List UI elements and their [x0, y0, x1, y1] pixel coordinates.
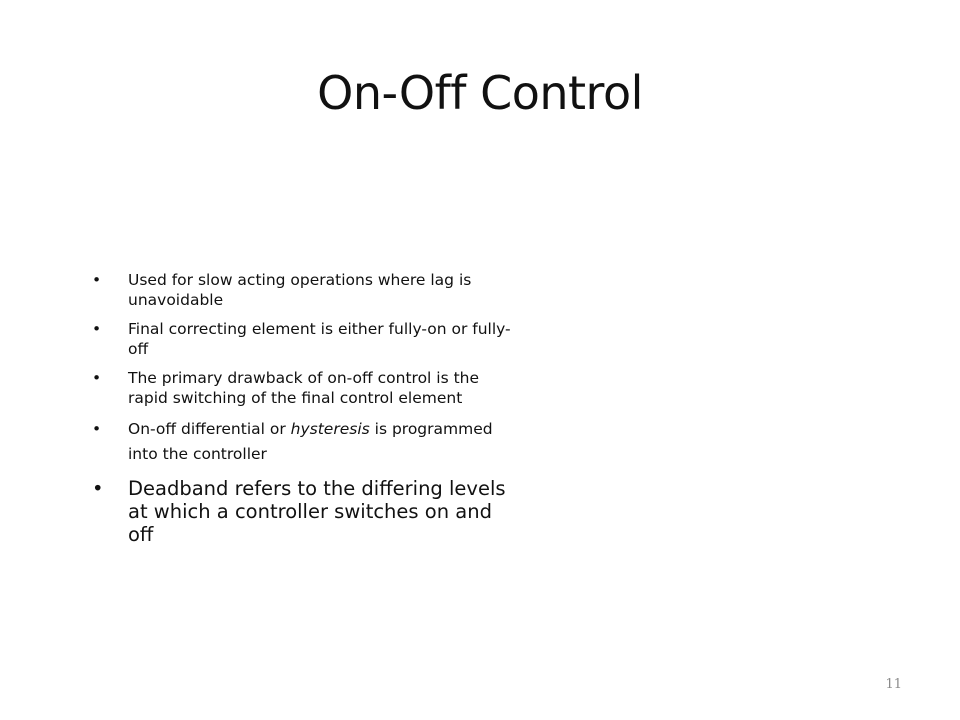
bullet-text: Deadband refers to the differing levels at which a controller switches on and off	[128, 477, 506, 546]
bullet-text: The primary drawback of on-off control is the rapid switching of the final control element	[128, 369, 480, 407]
bullet-item-final-correcting	[92, 319, 522, 359]
bullet-item-slow-acting	[92, 270, 522, 310]
slide-title: On-Off Control	[317, 66, 643, 120]
bullet-dot-icon: •	[92, 477, 104, 500]
page-number: 11	[885, 677, 902, 692]
bullet-list	[92, 270, 522, 546]
bullet-item-primary-drawback	[92, 368, 522, 408]
bullet-item-deadband	[92, 477, 522, 546]
bullet-dot-icon: •	[92, 271, 102, 289]
bullet-item-hysteresis	[92, 417, 522, 467]
bullet-dot-icon: •	[92, 420, 102, 438]
bullet-text-part: is programmed into the controller	[128, 420, 493, 463]
bullet-text-part: On-off differential or	[128, 420, 291, 438]
bullet-dot-icon: •	[92, 320, 102, 338]
bullet-text: Used for slow acting operations where lag is unavoidable	[128, 271, 472, 309]
bullet-text: Final correcting element is either fully-on or fully-off	[128, 320, 511, 358]
bullet-emphasis: hysteresis	[290, 420, 370, 438]
bullet-dot-icon: •	[92, 369, 102, 387]
